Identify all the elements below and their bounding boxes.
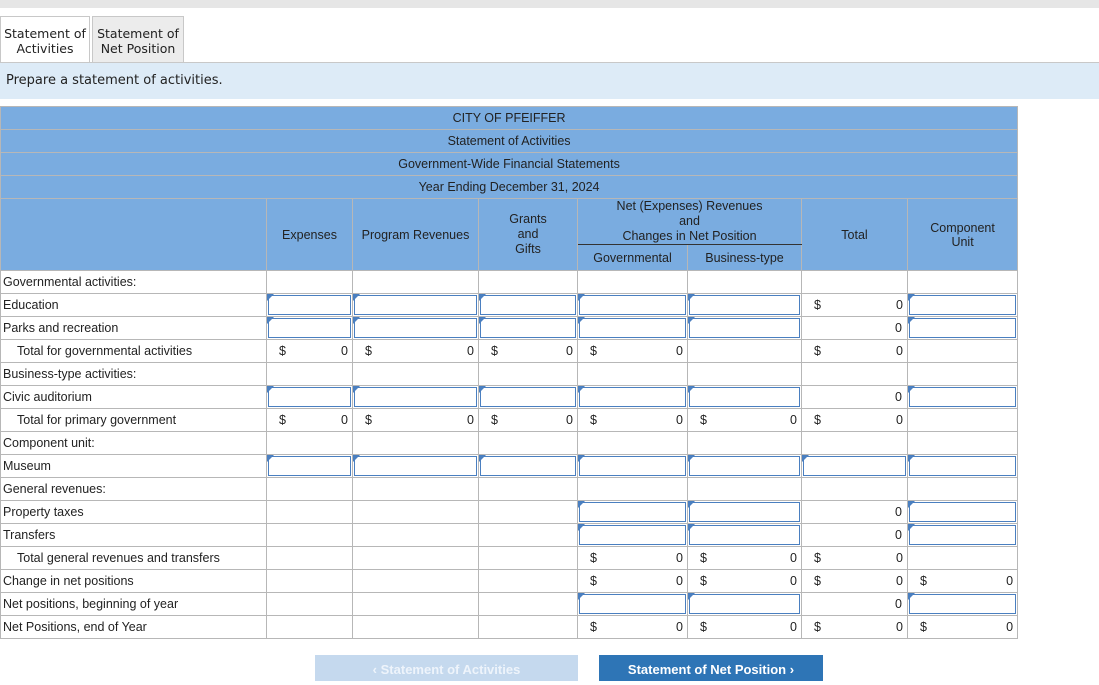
tab-label-line2: Activities: [16, 41, 74, 56]
education-governmental-input[interactable]: [578, 294, 688, 317]
statement-name: Statement of Activities: [1, 130, 1018, 153]
col-grants: [479, 199, 578, 271]
col-net-line3: Changes in Net Position: [622, 229, 757, 243]
table-row: [1, 363, 1018, 386]
next-statement-button[interactable]: [599, 655, 823, 681]
transfers-governmental-input[interactable]: [578, 524, 688, 547]
dollar-sign: $: [700, 551, 707, 565]
total-gov-business-type: [688, 340, 802, 363]
beginning-component-unit-input[interactable]: [908, 593, 1018, 616]
column-header-row: [1, 199, 1018, 245]
dollar-sign: $: [491, 413, 498, 427]
dollar-sign: $: [814, 344, 821, 358]
table-row: [1, 593, 1018, 616]
civic-business-type-input[interactable]: [688, 386, 802, 409]
col-grants-line1: Grants: [509, 212, 547, 226]
col-net-expenses: [578, 199, 802, 245]
table-row: [1, 317, 1018, 340]
end-business-type: [688, 616, 802, 639]
parks-business-type-input[interactable]: [688, 317, 802, 340]
property-taxes-component-unit-input[interactable]: [908, 501, 1018, 524]
civic-governmental-input[interactable]: [578, 386, 688, 409]
row-label: Civic auditorium: [1, 386, 267, 409]
total-general-governmental: [578, 547, 688, 570]
dollar-sign: $: [814, 574, 821, 588]
end-governmental: [578, 616, 688, 639]
table-row: [1, 570, 1018, 593]
transfers-component-unit-input[interactable]: [908, 524, 1018, 547]
statement-of-activities-table: [0, 106, 1018, 639]
col-net-line2: and: [679, 214, 700, 228]
dollar-sign: $: [279, 413, 286, 427]
value: 0: [790, 413, 797, 427]
row-label: Parks and recreation: [1, 317, 267, 340]
museum-business-type-input[interactable]: [688, 455, 802, 478]
dollar-sign: $: [700, 574, 707, 588]
value: 0: [676, 413, 683, 427]
statement-table-wrapper: [0, 106, 1018, 639]
col-total: Total: [802, 199, 908, 271]
civic-component-unit-input[interactable]: [908, 386, 1018, 409]
table-row: [1, 524, 1018, 547]
table-row: [1, 455, 1018, 478]
transfers-total: 0: [802, 524, 908, 547]
change-governmental: [578, 570, 688, 593]
property-taxes-total: 0: [802, 501, 908, 524]
total-gov-component: [908, 340, 1018, 363]
row-label: Component unit:: [1, 432, 267, 455]
transfers-business-type-input[interactable]: [688, 524, 802, 547]
row-label: Total for governmental activities: [1, 340, 267, 363]
prev-statement-button[interactable]: [315, 655, 578, 681]
total-general-business-type: [688, 547, 802, 570]
dollar-sign: $: [590, 551, 597, 565]
tab-statement-of-activities[interactable]: [0, 16, 90, 63]
title-row: [1, 176, 1018, 199]
dollar-sign: $: [590, 620, 597, 634]
row-label: Net positions, beginning of year: [1, 593, 267, 616]
total-gov-governmental: [578, 340, 688, 363]
total-primary-governmental: [578, 409, 688, 432]
col-governmental: Governmental: [578, 245, 688, 271]
museum-program-revenues-input[interactable]: [353, 455, 479, 478]
col-component-line1: Component: [930, 220, 995, 235]
value: 0: [790, 620, 797, 634]
education-total: [802, 294, 908, 317]
total-gov-program-revenues: [353, 340, 479, 363]
museum-expenses-input[interactable]: [267, 455, 353, 478]
next-button-label: Statement of Net Position: [627, 662, 787, 677]
education-component-unit-input[interactable]: [908, 294, 1018, 317]
row-label: Total general revenues and transfers: [1, 547, 267, 570]
col-expenses: Expenses: [267, 199, 353, 271]
table-row: [1, 386, 1018, 409]
dollar-sign: $: [491, 344, 498, 358]
dollar-sign: $: [590, 574, 597, 588]
parks-component-unit-input[interactable]: [908, 317, 1018, 340]
top-bar: [0, 0, 1099, 8]
tab-label-line1: Statement of: [97, 26, 179, 41]
beginning-business-type-input[interactable]: [688, 593, 802, 616]
education-grants-input[interactable]: [479, 294, 578, 317]
value: 0: [676, 574, 683, 588]
change-total: [802, 570, 908, 593]
value: 0: [790, 574, 797, 588]
tab-statement-of-net-position[interactable]: [92, 16, 184, 63]
table-row: [1, 501, 1018, 524]
col-business-type: Business-type: [688, 245, 802, 271]
row-label: Governmental activities:: [1, 271, 267, 294]
museum-grants-input[interactable]: [479, 455, 578, 478]
title-row: [1, 107, 1018, 130]
table-row: [1, 409, 1018, 432]
change-component: [908, 570, 1018, 593]
property-taxes-business-type-input[interactable]: [688, 501, 802, 524]
value: 0: [790, 551, 797, 565]
tab-label-line2: Net Position: [100, 41, 176, 56]
dollar-sign: $: [365, 344, 372, 358]
row-label: Museum: [1, 455, 267, 478]
row-label: Transfers: [1, 524, 267, 547]
total-primary-business-type: [688, 409, 802, 432]
total-gov-expenses: [267, 340, 353, 363]
instruction-banner: [0, 63, 1099, 99]
museum-total-input[interactable]: [802, 455, 908, 478]
total-primary-expenses: [267, 409, 353, 432]
value: 0: [341, 413, 348, 427]
col-component-unit: [908, 199, 1018, 271]
change-business-type: [688, 570, 802, 593]
end-total: [802, 616, 908, 639]
parks-grants-input[interactable]: [479, 317, 578, 340]
value: 0: [896, 574, 903, 588]
total-value: 0: [896, 298, 903, 312]
value: 0: [566, 344, 573, 358]
beginning-total: 0: [802, 593, 908, 616]
value: 0: [467, 344, 474, 358]
total-primary-total: [802, 409, 908, 432]
table-row: [1, 616, 1018, 639]
end-component: [908, 616, 1018, 639]
prev-button-label: Statement of Activities: [380, 662, 521, 677]
civic-total: 0: [802, 386, 908, 409]
table-row: [1, 340, 1018, 363]
education-business-type-input[interactable]: [688, 294, 802, 317]
value: 0: [896, 620, 903, 634]
parks-program-revenues-input[interactable]: [353, 317, 479, 340]
col-program-revenues: Program Revenues: [353, 199, 479, 271]
dollar-sign: $: [279, 344, 286, 358]
value: 0: [676, 551, 683, 565]
total-primary-grants: [479, 409, 578, 432]
title-row: [1, 153, 1018, 176]
row-label: Business-type activities:: [1, 363, 267, 386]
dollar-sign: $: [814, 413, 821, 427]
table-row: [1, 432, 1018, 455]
col-grants-line2: and: [517, 227, 539, 241]
row-label: Property taxes: [1, 501, 267, 524]
statement-subtitle: Government-Wide Financial Statements: [1, 153, 1018, 176]
education-program-revenues-input[interactable]: [353, 294, 479, 317]
museum-component-unit-input[interactable]: [908, 455, 1018, 478]
col-grants-line3: Gifts: [515, 242, 541, 256]
civic-expenses-input[interactable]: [267, 386, 353, 409]
civic-grants-input[interactable]: [479, 386, 578, 409]
dollar-sign: $: [590, 413, 597, 427]
row-label: Total for primary government: [1, 409, 267, 432]
value: 0: [566, 413, 573, 427]
col-net-line1: Net (Expenses) Revenues: [616, 199, 763, 213]
parks-expenses-input[interactable]: [267, 317, 353, 340]
total-primary-component: [908, 409, 1018, 432]
chevron-left-icon: ‹: [372, 662, 378, 677]
period: Year Ending December 31, 2024: [1, 176, 1018, 199]
total-gov-grants: [479, 340, 578, 363]
dollar-sign: $: [590, 344, 597, 358]
row-label: General revenues:: [1, 478, 267, 501]
value: 0: [676, 620, 683, 634]
row-label: Education: [1, 294, 267, 317]
property-taxes-governmental-input[interactable]: [578, 501, 688, 524]
value: 0: [467, 413, 474, 427]
value: 0: [1006, 574, 1014, 588]
dollar-sign: $: [700, 413, 707, 427]
dollar-sign: $: [920, 620, 927, 634]
value: 0: [676, 344, 683, 358]
total-general-total: [802, 547, 908, 570]
dollar-sign: $: [920, 574, 927, 588]
value: 0: [341, 344, 348, 358]
value: 0: [1006, 620, 1014, 634]
dollar-sign: $: [814, 298, 821, 312]
education-expenses-input[interactable]: [267, 294, 353, 317]
row-label: Change in net positions: [1, 570, 267, 593]
col-component-line2: Unit: [951, 234, 974, 249]
tab-label-line1: Statement of: [4, 26, 86, 41]
total-gov-total: [802, 340, 908, 363]
dollar-sign: $: [365, 413, 372, 427]
total-primary-program-revenues: [353, 409, 479, 432]
table-row: [1, 478, 1018, 501]
parks-governmental-input[interactable]: [578, 317, 688, 340]
value: 0: [896, 344, 903, 358]
table-row: [1, 547, 1018, 570]
entity-name: CITY OF PFEIFFER: [1, 107, 1018, 130]
row-label: Net Positions, end of Year: [1, 616, 267, 639]
value: 0: [896, 413, 903, 427]
table-row: [1, 271, 1018, 294]
beginning-governmental-input[interactable]: [578, 593, 688, 616]
parks-total: 0: [802, 317, 908, 340]
dollar-sign: $: [814, 551, 821, 565]
table-row: [1, 294, 1018, 317]
chevron-right-icon: ›: [789, 662, 795, 677]
total-general-component: [908, 547, 1018, 570]
museum-governmental-input[interactable]: [578, 455, 688, 478]
civic-program-revenues-input[interactable]: [353, 386, 479, 409]
dollar-sign: $: [700, 620, 707, 634]
value: 0: [896, 551, 903, 565]
title-row: [1, 130, 1018, 153]
dollar-sign: $: [814, 620, 821, 634]
instruction-text: Prepare a statement of activities.: [6, 73, 223, 88]
header-blank: [1, 199, 267, 271]
